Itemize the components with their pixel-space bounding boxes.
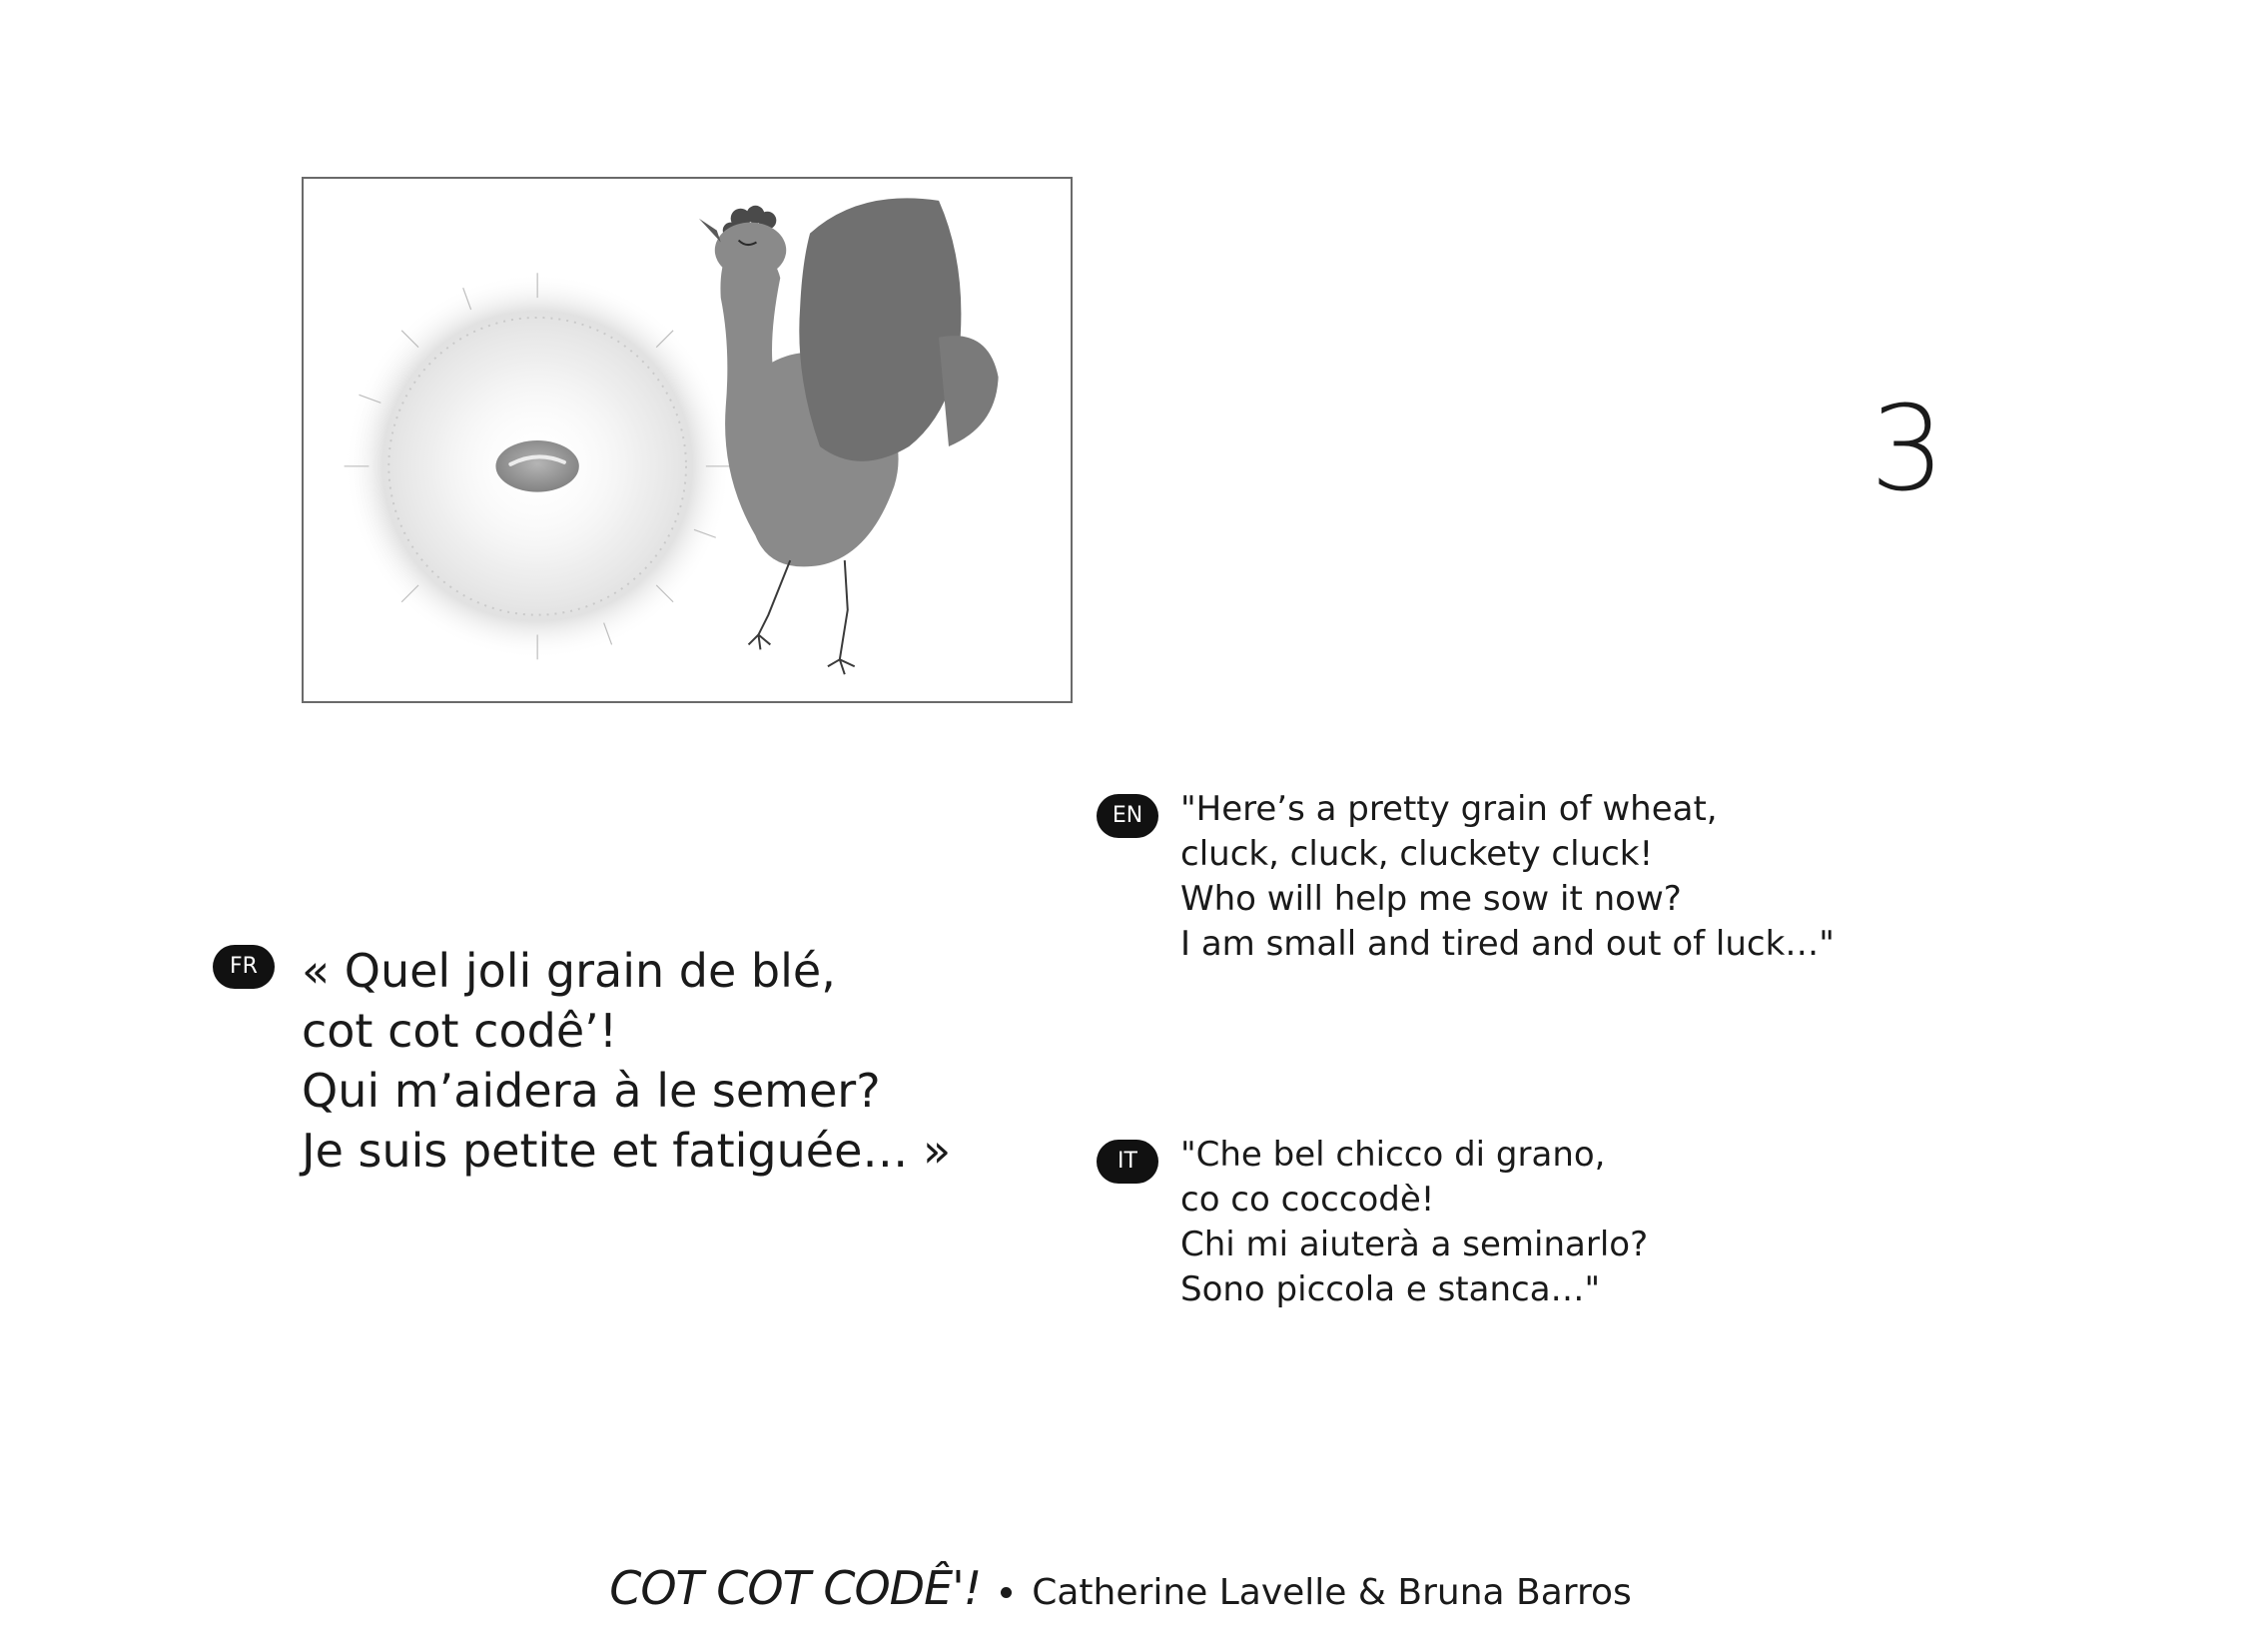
verse-line: Je suis petite et fatiguée… » bbox=[302, 1124, 952, 1178]
verse-french bbox=[302, 941, 951, 1181]
language-badge-it: IT bbox=[1097, 1140, 1158, 1184]
verse-italian bbox=[1180, 1133, 1648, 1312]
hen-beak bbox=[699, 219, 721, 243]
hen-legs bbox=[749, 560, 855, 674]
verse-line: cot cot codê’! bbox=[302, 1004, 618, 1058]
verse-english bbox=[1180, 787, 1835, 967]
page-footer bbox=[0, 1560, 2241, 1621]
verse-line: "Here’s a pretty grain of wheat, bbox=[1180, 789, 1718, 829]
grain-of-wheat bbox=[495, 440, 578, 492]
verse-line: Qui m’aidera à le semer? bbox=[302, 1064, 881, 1118]
language-badge-fr: FR bbox=[213, 945, 275, 989]
verse-line: Chi mi aiuterà a seminarlo? bbox=[1180, 1225, 1649, 1264]
separator-dot bbox=[1001, 1587, 1012, 1598]
hen-illustration bbox=[302, 177, 1073, 703]
hen-with-grain-icon bbox=[304, 179, 1071, 701]
verse-line: cluck, cluck, cluckety cluck! bbox=[1180, 834, 1654, 874]
page-number: 3 bbox=[1869, 380, 1945, 517]
hen-wing bbox=[799, 198, 961, 461]
language-badge-en: EN bbox=[1097, 794, 1158, 838]
verse-line: « Quel joli grain de blé, bbox=[302, 944, 836, 998]
verse-line: co co coccodè! bbox=[1180, 1180, 1435, 1220]
book-title: COT COT CODÊ'! bbox=[609, 1561, 982, 1615]
verse-line: Who will help me sow it now? bbox=[1180, 879, 1682, 919]
verse-line: "Che bel chicco di grano, bbox=[1180, 1135, 1606, 1175]
verse-line: Sono piccola e stanca…" bbox=[1180, 1269, 1601, 1309]
book-authors: Catherine Lavelle & Bruna Barros bbox=[1032, 1572, 1632, 1613]
verse-line: I am small and tired and out of luck…" bbox=[1180, 924, 1835, 964]
